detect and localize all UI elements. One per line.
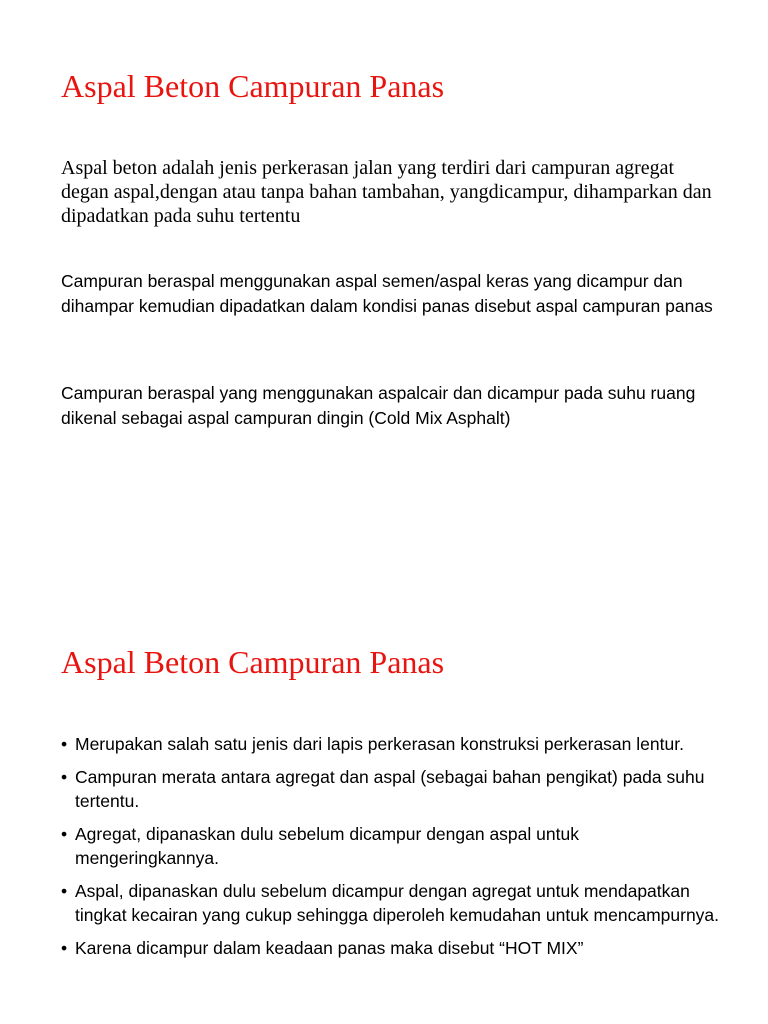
slide-2-title: Aspal Beton Campuran Panas: [61, 644, 445, 680]
slide-2: [0, 576, 768, 1024]
bullet-item: [61, 765, 721, 814]
bullet-text: Karena dicampur dalam keadaan panas maka disebut “HOT MIX”: [75, 937, 584, 958]
bullet-icon: •: [61, 937, 68, 958]
bullet-item: [61, 879, 721, 928]
bullet-icon: •: [61, 734, 68, 754]
bullet-text: Agregat, dipanaskan dulu sebelum dicampur dengan aspal untuk mengeringkannya.: [75, 823, 579, 868]
bullet-text: Merupakan salah satu jenis dari lapis perkerasan konstruksi perkerasan lentur.: [75, 734, 684, 754]
slide-2-bullet-list: [61, 732, 721, 968]
bullet-text: Campuran merata antara agregat dan aspal (sebagai bahan pengikat) pada suhu tertentu.: [75, 766, 705, 811]
bullet-icon: •: [61, 766, 68, 787]
bullet-icon: •: [61, 823, 68, 844]
bullet-item: [61, 936, 721, 961]
slide-1-paragraph-definition: Aspal beton adalah jenis perkerasan jalan yang terdiri dari campuran agregat degan aspal,dengan atau tanpa bahan tambahan, yangdicampur, dihamparkan dan dipadatkan pada suhu tertentu: [61, 157, 712, 227]
slide-1-title: Aspal Beton Campuran Panas: [61, 68, 445, 104]
bullet-item: [61, 822, 721, 871]
slide-1-paragraph-cold-mix: Campuran beraspal yang menggunakan aspalcair dan dicampur pada suhu ruang dikenal sebagai aspal campuran dingin (Cold Mix Asphalt): [61, 383, 696, 428]
bullet-item: [61, 732, 721, 757]
bullet-text: Aspal, dipanaskan dulu sebelum dicampur dengan agregat untuk mendapatkan tingkat kecairan yang cukup sehingga diperoleh kemudahan untuk mencampurnya.: [75, 880, 720, 925]
bullet-icon: •: [61, 880, 68, 901]
slide-1-paragraph-hot-mix: Campuran beraspal menggunakan aspal semen/aspal keras yang dicampur dan dihampar kemudian dipadatkan dalam kondisi panas disebut aspal campuran panas: [61, 271, 713, 316]
